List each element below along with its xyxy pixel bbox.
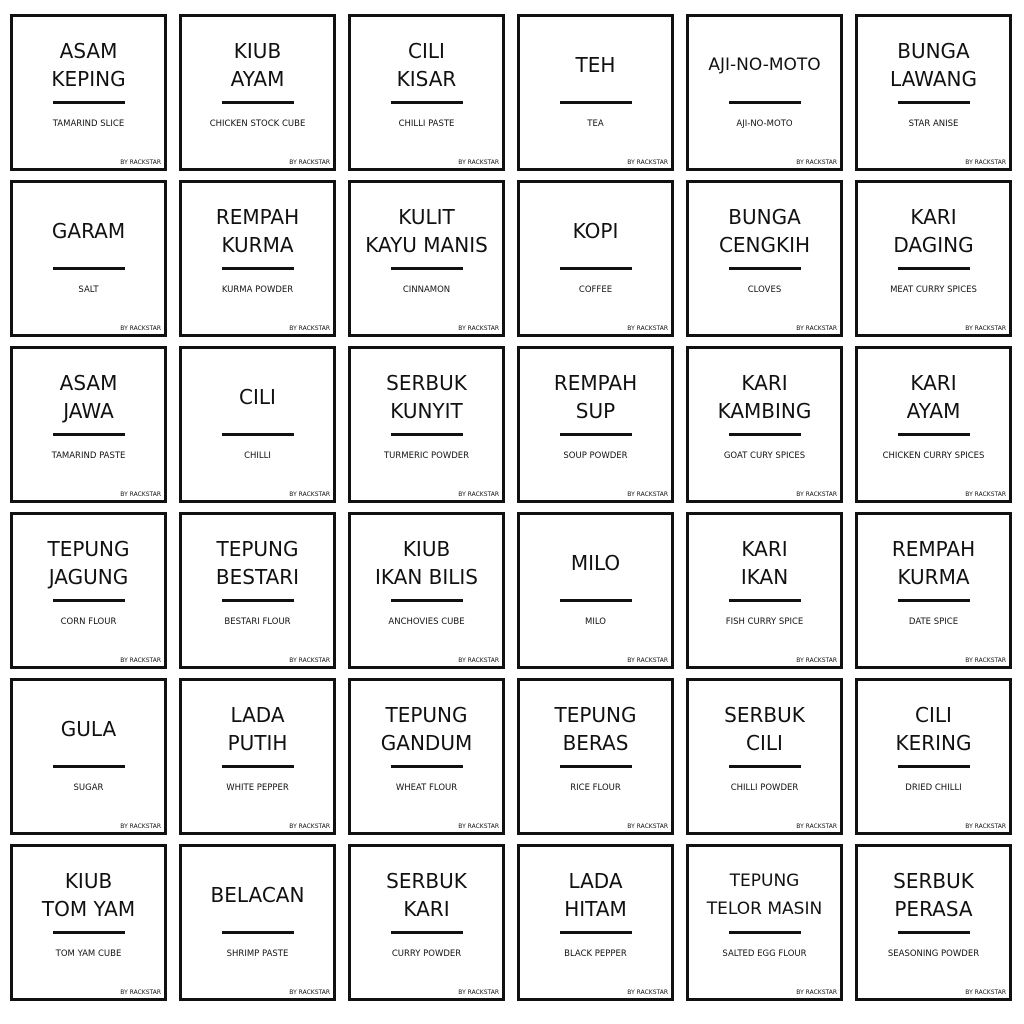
- label-title: SERBUK KUNYIT: [386, 371, 467, 423]
- label-divider: [222, 599, 294, 602]
- label-brand: BY RACKSTAR: [965, 325, 1006, 332]
- label-divider: [222, 101, 294, 104]
- label-brand: BY RACKSTAR: [458, 159, 499, 166]
- label-brand: BY RACKSTAR: [796, 159, 837, 166]
- spice-label: [179, 180, 336, 337]
- label-divider: [53, 101, 125, 104]
- label-subtitle: SALTED EGG FLOUR: [722, 949, 807, 959]
- label-subtitle: CURRY POWDER: [391, 949, 462, 959]
- spice-label: [686, 346, 843, 503]
- spice-label: [686, 678, 843, 835]
- label-subtitle: CHILLI: [244, 451, 271, 461]
- label-subtitle: CHILLI PASTE: [398, 119, 455, 129]
- label-brand: BY RACKSTAR: [120, 823, 161, 830]
- label-divider: [391, 931, 463, 934]
- label-title: BUNGA CENGKIH: [718, 205, 811, 257]
- label-subtitle: BESTARI FLOUR: [224, 617, 291, 627]
- spice-label: [517, 180, 674, 337]
- spice-label: [179, 844, 336, 1001]
- label-title: KOPI: [572, 219, 619, 243]
- label-subtitle: AJI-NO-MOTO: [736, 119, 793, 129]
- label-title: TEPUNG BESTARI: [215, 537, 300, 589]
- label-title: ASAM JAWA: [59, 371, 118, 423]
- label-title: SERBUK CILI: [724, 703, 805, 755]
- label-subtitle: TOM YAM CUBE: [55, 949, 122, 959]
- label-title: CILI KERING: [895, 703, 972, 755]
- label-brand: BY RACKSTAR: [289, 325, 330, 332]
- label-subtitle: DATE SPICE: [908, 617, 959, 627]
- spice-label: [10, 512, 167, 669]
- spice-label: [179, 512, 336, 669]
- label-divider: [222, 433, 294, 436]
- label-title: MILO: [570, 551, 621, 575]
- label-subtitle: KURMA POWDER: [221, 285, 294, 295]
- label-brand: BY RACKSTAR: [796, 491, 837, 498]
- label-subtitle: SALT: [78, 285, 99, 295]
- label-title: KULIT KAYU MANIS: [365, 205, 488, 257]
- label-subtitle: CHICKEN STOCK CUBE: [209, 119, 306, 129]
- spice-label: [348, 678, 505, 835]
- label-brand: BY RACKSTAR: [965, 823, 1006, 830]
- label-title: KIUB AYAM: [230, 39, 285, 91]
- label-divider: [560, 765, 632, 768]
- label-subtitle: SEASONING POWDER: [887, 949, 980, 959]
- label-divider: [222, 765, 294, 768]
- label-title: AJI-NO-MOTO: [708, 55, 821, 75]
- label-title: KARI DAGING: [893, 205, 974, 257]
- label-title: SERBUK KARI: [386, 869, 467, 921]
- label-title: ASAM KEPING: [51, 39, 126, 91]
- spice-label: [517, 512, 674, 669]
- label-divider: [729, 267, 801, 270]
- spice-label: [10, 346, 167, 503]
- label-subtitle: WHEAT FLOUR: [395, 783, 458, 793]
- label-subtitle: CLOVES: [747, 285, 782, 295]
- label-brand: BY RACKSTAR: [796, 657, 837, 664]
- label-title: GARAM: [51, 219, 126, 243]
- label-divider: [560, 599, 632, 602]
- label-subtitle: TAMARIND SLICE: [52, 119, 125, 129]
- spice-label: [855, 844, 1012, 1001]
- spice-label: [10, 14, 167, 171]
- label-brand: BY RACKSTAR: [289, 657, 330, 664]
- label-brand: BY RACKSTAR: [120, 491, 161, 498]
- label-divider: [898, 433, 970, 436]
- label-brand: BY RACKSTAR: [458, 325, 499, 332]
- label-subtitle: BLACK PEPPER: [564, 949, 627, 959]
- label-divider: [391, 599, 463, 602]
- label-subtitle: TEA: [587, 119, 604, 129]
- spice-label: [517, 14, 674, 171]
- label-subtitle: CHICKEN CURRY SPICES: [882, 451, 985, 461]
- spice-label: [686, 844, 843, 1001]
- label-title: REMPAH SUP: [553, 371, 638, 423]
- label-brand: BY RACKSTAR: [796, 325, 837, 332]
- label-title: KARI KAMBING: [717, 371, 812, 423]
- label-subtitle: COFFEE: [578, 285, 613, 295]
- label-divider: [391, 433, 463, 436]
- label-divider: [729, 101, 801, 104]
- label-brand: BY RACKSTAR: [627, 823, 668, 830]
- spice-label: [686, 14, 843, 171]
- label-divider: [560, 433, 632, 436]
- label-divider: [898, 599, 970, 602]
- label-subtitle: WHITE PEPPER: [226, 783, 289, 793]
- label-brand: BY RACKSTAR: [120, 325, 161, 332]
- label-grid: [10, 14, 1016, 1006]
- label-title: TEPUNG TELOR MASIN: [706, 871, 823, 919]
- label-brand: BY RACKSTAR: [458, 657, 499, 664]
- label-brand: BY RACKSTAR: [965, 989, 1006, 996]
- label-divider: [222, 931, 294, 934]
- spice-label: [10, 180, 167, 337]
- spice-label: [686, 512, 843, 669]
- spice-label: [855, 180, 1012, 337]
- label-title: LADA HITAM: [564, 869, 627, 921]
- spice-label: [517, 346, 674, 503]
- spice-label: [517, 678, 674, 835]
- label-divider: [898, 101, 970, 104]
- spice-label: [10, 678, 167, 835]
- label-divider: [729, 931, 801, 934]
- spice-label: [855, 512, 1012, 669]
- label-divider: [729, 599, 801, 602]
- label-divider: [898, 267, 970, 270]
- label-divider: [560, 267, 632, 270]
- label-brand: BY RACKSTAR: [627, 159, 668, 166]
- label-divider: [391, 267, 463, 270]
- label-title: BUNGA LAWANG: [889, 39, 977, 91]
- spice-label: [517, 844, 674, 1001]
- label-subtitle: TURMERIC POWDER: [383, 451, 470, 461]
- label-subtitle: MEAT CURRY SPICES: [890, 285, 977, 295]
- label-brand: BY RACKSTAR: [796, 823, 837, 830]
- label-divider: [560, 931, 632, 934]
- label-brand: BY RACKSTAR: [458, 989, 499, 996]
- label-divider: [53, 765, 125, 768]
- label-subtitle: CHILLI POWDER: [730, 783, 799, 793]
- label-divider: [53, 931, 125, 934]
- label-brand: BY RACKSTAR: [965, 491, 1006, 498]
- label-subtitle: ANCHOVIES CUBE: [388, 617, 465, 627]
- label-brand: BY RACKSTAR: [796, 989, 837, 996]
- label-title: TEH: [575, 53, 616, 77]
- spice-label: [179, 346, 336, 503]
- label-subtitle: MILO: [585, 617, 606, 627]
- label-divider: [222, 267, 294, 270]
- label-brand: BY RACKSTAR: [627, 491, 668, 498]
- spice-label: [855, 14, 1012, 171]
- label-subtitle: GOAT CURY SPICES: [723, 451, 806, 461]
- label-brand: BY RACKSTAR: [627, 325, 668, 332]
- label-title: KARI IKAN: [740, 537, 789, 589]
- spice-label: [855, 678, 1012, 835]
- label-divider: [53, 267, 125, 270]
- label-title: CILI KISAR: [396, 39, 457, 91]
- label-subtitle: CORN FLOUR: [60, 617, 117, 627]
- spice-label: [348, 14, 505, 171]
- label-title: BELACAN: [210, 883, 305, 907]
- label-brand: BY RACKSTAR: [289, 491, 330, 498]
- label-brand: BY RACKSTAR: [289, 159, 330, 166]
- label-title: REMPAH KURMA: [891, 537, 976, 589]
- label-divider: [898, 931, 970, 934]
- label-brand: BY RACKSTAR: [120, 159, 161, 166]
- label-title: TEPUNG JAGUNG: [47, 537, 130, 589]
- label-title: TEPUNG GANDUM: [380, 703, 473, 755]
- label-brand: BY RACKSTAR: [120, 657, 161, 664]
- spice-label: [179, 678, 336, 835]
- label-title: KIUB TOM YAM: [41, 869, 136, 921]
- spice-label: [10, 844, 167, 1001]
- spice-label: [348, 180, 505, 337]
- label-subtitle: SOUP POWDER: [563, 451, 628, 461]
- spice-label: [686, 180, 843, 337]
- label-subtitle: SHRIMP PASTE: [226, 949, 289, 959]
- label-brand: BY RACKSTAR: [120, 989, 161, 996]
- label-divider: [898, 765, 970, 768]
- label-subtitle: TAMARIND PASTE: [51, 451, 126, 461]
- label-brand: BY RACKSTAR: [965, 657, 1006, 664]
- label-title: KARI AYAM: [906, 371, 961, 423]
- spice-label: [348, 844, 505, 1001]
- label-divider: [560, 101, 632, 104]
- label-title: REMPAH KURMA: [215, 205, 300, 257]
- label-subtitle: STAR ANISE: [908, 119, 959, 129]
- label-brand: BY RACKSTAR: [627, 989, 668, 996]
- label-brand: BY RACKSTAR: [289, 989, 330, 996]
- label-brand: BY RACKSTAR: [965, 159, 1006, 166]
- label-divider: [53, 599, 125, 602]
- label-title: CILI: [239, 385, 276, 409]
- label-brand: BY RACKSTAR: [458, 491, 499, 498]
- spice-label: [348, 346, 505, 503]
- label-subtitle: SUGAR: [73, 783, 104, 793]
- label-brand: BY RACKSTAR: [458, 823, 499, 830]
- label-brand: BY RACKSTAR: [627, 657, 668, 664]
- label-divider: [391, 101, 463, 104]
- spice-label: [348, 512, 505, 669]
- spice-label: [179, 14, 336, 171]
- label-subtitle: RICE FLOUR: [570, 783, 621, 793]
- label-subtitle: FISH CURRY SPICE: [725, 617, 804, 627]
- label-divider: [729, 765, 801, 768]
- label-title: SERBUK PERASA: [893, 869, 974, 921]
- label-title: KIUB IKAN BILIS: [374, 537, 479, 589]
- label-brand: BY RACKSTAR: [289, 823, 330, 830]
- label-title: GULA: [60, 717, 117, 741]
- label-divider: [391, 765, 463, 768]
- label-subtitle: CINNAMON: [402, 285, 451, 295]
- label-subtitle: DRIED CHILLI: [905, 783, 962, 793]
- label-title: TEPUNG BERAS: [554, 703, 637, 755]
- spice-label: [855, 346, 1012, 503]
- label-divider: [53, 433, 125, 436]
- label-title: LADA PUTIH: [227, 703, 288, 755]
- label-divider: [729, 433, 801, 436]
